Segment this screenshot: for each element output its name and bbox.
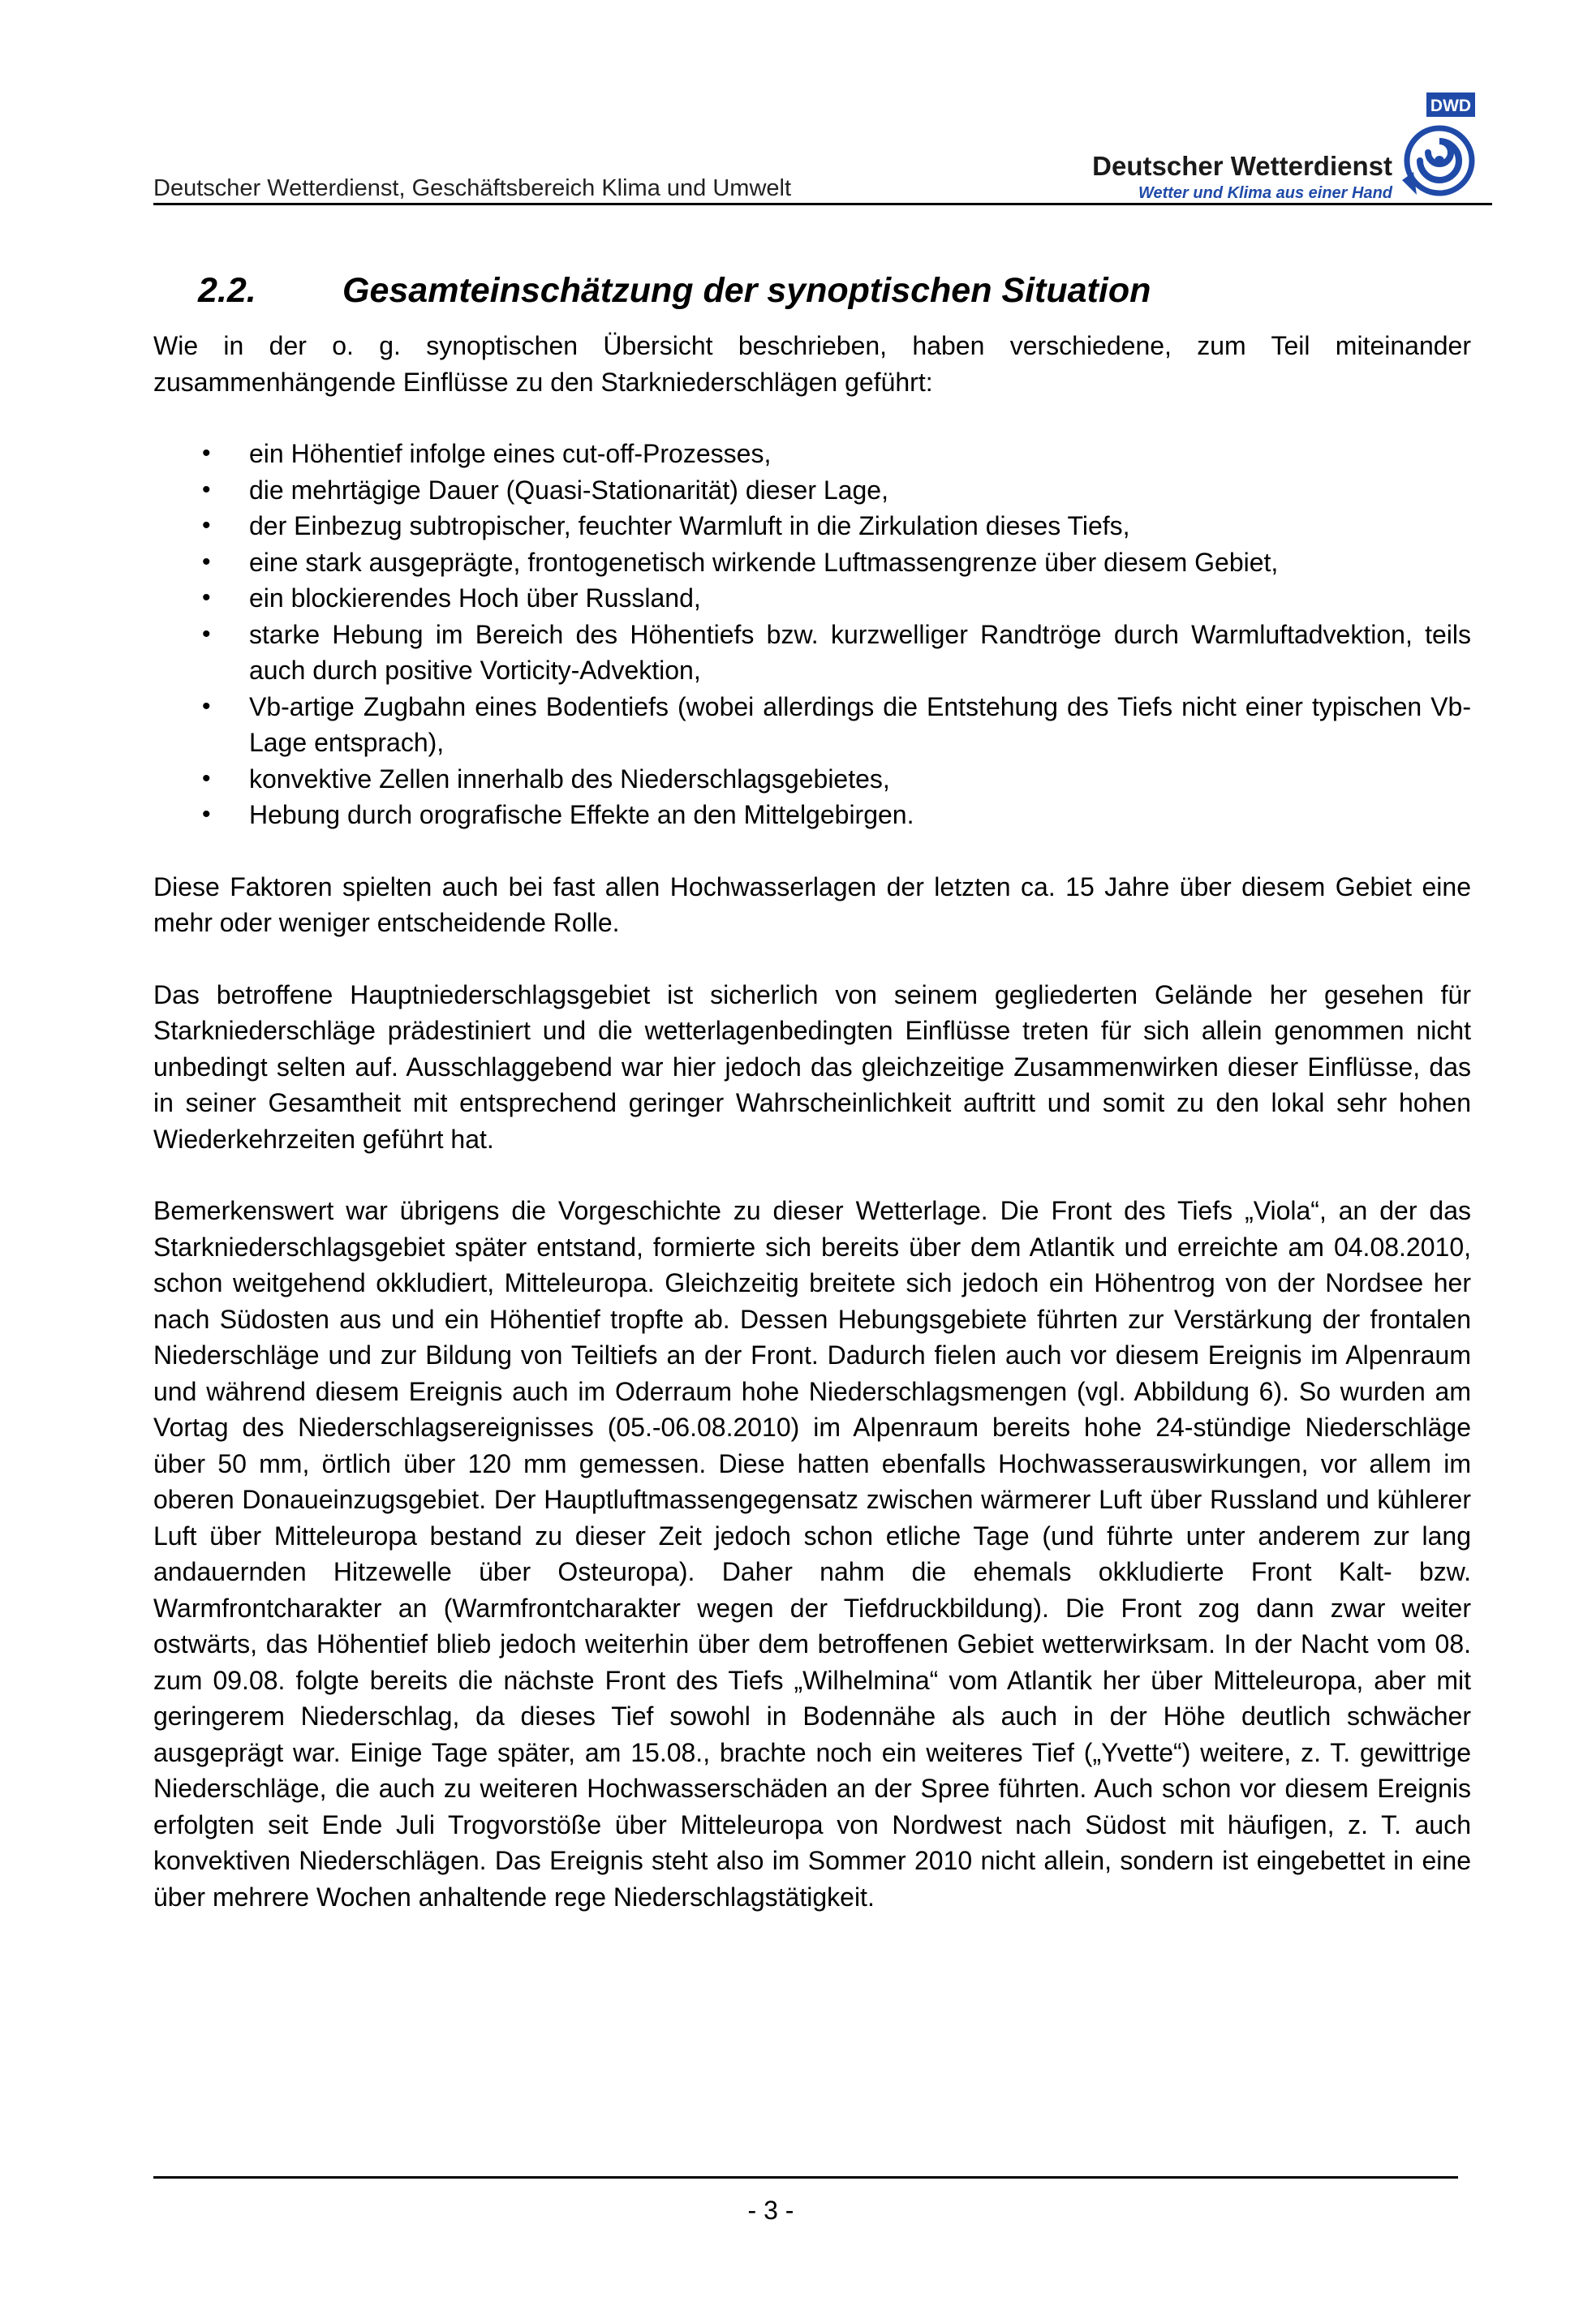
list-item: • starke Hebung im Bereich des Höhentiefs bzw. kurzwelliger Randtröge durch Warmluftadvektion, teils auch durch positive Vorticity-Advektion,: [153, 617, 1471, 689]
header-org-text: Deutscher Wetterdienst, Geschäftsbereich Klima und Umwelt: [153, 175, 792, 201]
dwd-logo-icon: [1399, 91, 1478, 204]
list-item: • ein Höhentief infolge eines cut-off-Prozesses,: [153, 436, 1471, 472]
paragraph-factors: Diese Faktoren spielten auch bei fast allen Hochwasserlagen der letzten ca. 15 Jahre über diesem Gebiet eine mehr oder weniger entscheidende Rolle.: [153, 871, 1471, 937]
paragraph-area: Das betroffene Hauptniederschlagsgebiet ist sicherlich von seinem gegliederten Gelände her gesehen für Starkniederschläge prädestiniert und die wetterlagenbedingten Einflüsse treten für sich allein genommen nicht unbedingt selten auf. Ausschlaggebend war hier jedoch das gleichzeitige Zusammenwirken dieser Einflüsse, das in seiner Gesamtheit mit entsprechend geringer Wahrscheinlichkeit auftritt und somit zu den lokal sehr hohen Wiederkehrzeiten geführt hat.: [153, 979, 1471, 1154]
list-item: • ein blockierendes Hoch über Russland,: [153, 580, 1471, 617]
intro-paragraph: Wie in der o. g. synoptischen Übersicht beschrieben, haben verschiedene, zum Teil miteinander zusammenhängende Einflüsse zu den Starkniederschlägen geführt:: [153, 331, 1471, 397]
section-title: Gesamteinschätzung der synoptischen Situation: [342, 271, 1151, 310]
main-content: [153, 328, 1471, 1951]
list-item: • Vb-artige Zugbahn eines Bodentiefs (wobei allerdings die Entstehung des Tiefs nicht einer typischen Vb-Lage entsprach),: [153, 689, 1471, 761]
list-item: • konvektive Zellen innerhalb des Niederschlagsgebietes,: [153, 761, 1471, 798]
header-divider: [153, 203, 1492, 205]
brand-tagline: Wetter und Klima aus einer Hand: [1138, 184, 1392, 202]
list-item: • Hebung durch orografische Effekte an den Mittelgebirgen.: [153, 797, 1471, 833]
paragraph-history: Bemerkenswert war übrigens die Vorgeschichte zu dieser Wetterlage. Die Front des Tiefs „Viola“, an der das Starkniederschlagsgebiet später entstand, formierte sich bereits über dem Atlantik und erreichte am 04.08.2010, schon weitgehend okkludiert, Mitteleuropa. Gleichzeitig breitete sich jedoch ein Höhentrog von der Nordsee her nach Südosten aus und ein Höhentief tropfte ab. Dessen Hebungsgebiete führten zur Verstärkung der frontalen Niederschläge und zur Bildung von Teiltiefs an der Front. Dadurch fielen auch vor diesem Ereignis im Alpenraum und während diesem Ereignis auch im Oderraum hohe Niederschlagsmengen (vgl. Abbildung 6). So wurden am Vortag des Niederschlagsereignisses (05.-06.08.2010) im Alpenraum bereits hohe 24-stündige Niederschläge über 50 mm, örtlich über 120 mm gemessen. Diese hatten ebenfalls Hochwasserauswirkungen, vor allem im oberen Donaueinzugsgebiet. Der Hauptluftmassengegensatz zwischen wärmerer Luft über Russland und kühlerer Luft über Mitteleuropa bestand zu dieser Zeit jedoch schon etliche Tage (und führte unter anderem zur lang andauernden Hitzewelle über Osteuropa). Daher nahm die ehemals okkludierte Front Kalt- bzw. Warmfrontcharakter an (Warmfrontcharakter wegen der Tiefdruckbildung). Die Front zog dann zwar weiter ostwärts, das Höhentief blieb jedoch weiterhin über dem betroffenen Gebiet wetterwirksam. In der Nacht vom 08. zum 09.08. folgte bereits die nächste Front des Tiefs „Wilhelmina“ vom Atlantik her über Mitteleuropa, aber mit geringerem Niederschlag, da dieses Tief sowohl in Bodennähe als auch in der Höhe deutlich schwächer ausgeprägt war. Einige Tage später, am 15.08., brachte noch ein weiteres Tief („Yvette“) weitere, z. T. gewittrige Niederschläge, die auch zu weiteren Hochwasserschäden an der Spree führten. Auch schon vor diesem Ereignis erfolgten seit Ende Juli Trogvorstöße über Mitteleuropa von Nordwest nach Südost mit häufigen, z. T. auch konvektiven Niederschlägen. Das Ereignis steht also im Sommer 2010 nicht allein, sondern ist eingebettet in eine über mehrere Wochen anhaltende rege Niederschlagstätigkeit.: [153, 1196, 1471, 1912]
page-number: - 3 -: [747, 2196, 794, 2225]
footer-divider: [153, 2176, 1458, 2179]
section-number: 2.2.: [198, 271, 256, 310]
brand-name: Deutscher Wetterdienst: [1092, 151, 1392, 181]
list-item: • der Einbezug subtropischer, feuchter Warmluft in die Zirkulation dieses Tiefs,: [153, 508, 1471, 544]
dwd-logo-text: DWD: [1430, 97, 1472, 115]
factor-list: [153, 436, 1471, 833]
list-item: • die mehrtägige Dauer (Quasi-Stationarität) dieser Lage,: [153, 472, 1471, 509]
list-item: • eine stark ausgeprägte, frontogenetisch wirkende Luftmassengrenze über diesem Gebiet,: [153, 544, 1471, 581]
brand-block: [1092, 151, 1392, 203]
section-heading: [198, 271, 1151, 311]
